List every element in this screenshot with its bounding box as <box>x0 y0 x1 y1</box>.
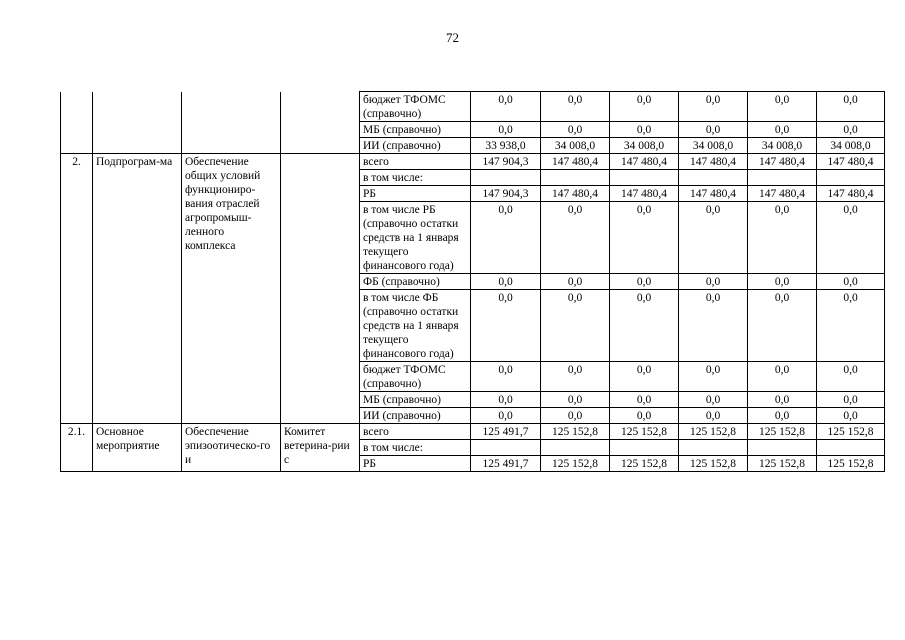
funding-source-cell: ИИ (справочно) <box>360 138 471 154</box>
row-number-cell: 2.1. <box>61 424 93 472</box>
value-cell: 147 480,4 <box>541 186 610 202</box>
row-goal-cell <box>182 92 281 154</box>
value-cell: 0,0 <box>541 392 610 408</box>
funding-source-cell: ФБ (справочно) <box>360 274 471 290</box>
value-cell: 0,0 <box>748 392 817 408</box>
value-cell: 125 152,8 <box>541 456 610 472</box>
value-cell: 0,0 <box>748 92 817 122</box>
value-cell: 0,0 <box>541 202 610 274</box>
row-name-cell: Подпрограм-ма <box>93 154 182 424</box>
value-cell: 0,0 <box>817 408 885 424</box>
value-cell: 125 491,7 <box>471 424 541 440</box>
row-executor-cell <box>281 92 360 154</box>
funding-source-cell: в том числе РБ (справочно остатки средств на 1 января текущего финансового года) <box>360 202 471 274</box>
value-cell: 125 152,8 <box>541 424 610 440</box>
table-row <box>61 92 905 122</box>
value-cell: 33 938,0 <box>471 138 541 154</box>
value-cell: 0,0 <box>541 92 610 122</box>
value-cell: 0,0 <box>471 408 541 424</box>
value-cell: 0,0 <box>471 92 541 122</box>
value-cell <box>679 440 748 456</box>
value-cell: 125 152,8 <box>748 424 817 440</box>
funding-source-cell: всего <box>360 424 471 440</box>
row-executor-cell: Комитет ветерина-рии с <box>281 424 360 472</box>
funding-source-cell: МБ (справочно) <box>360 392 471 408</box>
value-cell: 125 491,7 <box>471 456 541 472</box>
value-cell: 147 480,4 <box>679 154 748 170</box>
value-cell: 0,0 <box>748 408 817 424</box>
funding-source-cell: РБ <box>360 186 471 202</box>
funding-source-cell: в том числе ФБ (справочно остатки средств на 1 января текущего финансового года) <box>360 290 471 362</box>
value-cell: 0,0 <box>610 202 679 274</box>
value-cell: 147 480,4 <box>748 154 817 170</box>
value-cell: 0,0 <box>610 362 679 392</box>
value-cell: 147 904,3 <box>471 186 541 202</box>
value-cell <box>748 170 817 186</box>
value-cell: 0,0 <box>541 408 610 424</box>
value-cell: 0,0 <box>748 274 817 290</box>
value-cell: 0,0 <box>679 274 748 290</box>
value-cell <box>817 440 885 456</box>
budget-table <box>60 91 905 472</box>
value-cell: 0,0 <box>679 92 748 122</box>
value-cell: 0,0 <box>610 274 679 290</box>
value-cell: 0,0 <box>817 290 885 362</box>
value-cell: 0,0 <box>610 408 679 424</box>
row-name-cell: Основное мероприятие <box>93 424 182 472</box>
value-cell: 125 152,8 <box>679 424 748 440</box>
row-executor-cell <box>281 154 360 424</box>
value-cell: 34 008,0 <box>541 138 610 154</box>
value-cell: 0,0 <box>610 92 679 122</box>
value-cell: 0,0 <box>610 122 679 138</box>
value-cell: 0,0 <box>817 92 885 122</box>
funding-source-cell: в том числе: <box>360 170 471 186</box>
value-cell: 0,0 <box>817 202 885 274</box>
value-cell: 0,0 <box>471 362 541 392</box>
value-cell: 125 152,8 <box>748 456 817 472</box>
value-cell: 147 480,4 <box>610 154 679 170</box>
value-cell: 0,0 <box>610 392 679 408</box>
row-number-cell <box>61 92 93 154</box>
value-cell <box>471 170 541 186</box>
funding-source-cell: всего <box>360 154 471 170</box>
value-cell <box>471 440 541 456</box>
table-row <box>61 154 905 170</box>
row-number-cell: 2. <box>61 154 93 424</box>
value-cell <box>610 170 679 186</box>
value-cell: 0,0 <box>748 122 817 138</box>
value-cell: 125 152,8 <box>679 456 748 472</box>
value-cell: 147 480,4 <box>679 186 748 202</box>
value-cell: 0,0 <box>679 202 748 274</box>
value-cell: 147 480,4 <box>817 186 885 202</box>
value-cell: 0,0 <box>817 274 885 290</box>
table-row <box>61 424 905 440</box>
value-cell: 0,0 <box>679 290 748 362</box>
value-cell: 34 008,0 <box>679 138 748 154</box>
funding-source-cell: бюджет ТФОМС (справочно) <box>360 92 471 122</box>
value-cell: 147 480,4 <box>541 154 610 170</box>
page-number: 72 <box>446 30 459 45</box>
value-cell: 0,0 <box>541 122 610 138</box>
value-cell: 0,0 <box>817 362 885 392</box>
value-cell <box>817 170 885 186</box>
funding-source-cell: ИИ (справочно) <box>360 408 471 424</box>
value-cell <box>541 440 610 456</box>
value-cell: 0,0 <box>541 290 610 362</box>
row-goal-cell: Обеспечение общих условий функциониро-вания отраслей агропромыш-ленного комплекса <box>182 154 281 424</box>
value-cell: 0,0 <box>541 362 610 392</box>
value-cell: 147 480,4 <box>817 154 885 170</box>
value-cell: 0,0 <box>471 202 541 274</box>
value-cell: 125 152,8 <box>817 424 885 440</box>
value-cell: 0,0 <box>748 290 817 362</box>
value-cell <box>541 170 610 186</box>
funding-source-cell: МБ (справочно) <box>360 122 471 138</box>
funding-source-cell: бюджет ТФОМС (справочно) <box>360 362 471 392</box>
value-cell <box>679 170 748 186</box>
funding-source-cell: РБ <box>360 456 471 472</box>
value-cell: 0,0 <box>471 274 541 290</box>
value-cell: 0,0 <box>748 362 817 392</box>
value-cell: 0,0 <box>679 392 748 408</box>
value-cell: 0,0 <box>817 392 885 408</box>
value-cell: 125 152,8 <box>610 456 679 472</box>
value-cell: 0,0 <box>471 122 541 138</box>
funding-source-cell: в том числе: <box>360 440 471 456</box>
value-cell: 34 008,0 <box>610 138 679 154</box>
value-cell <box>610 440 679 456</box>
value-cell: 34 008,0 <box>748 138 817 154</box>
value-cell: 147 480,4 <box>748 186 817 202</box>
row-goal-cell: Обеспечение эпизоотическо-го и <box>182 424 281 472</box>
value-cell: 0,0 <box>541 274 610 290</box>
value-cell: 0,0 <box>610 290 679 362</box>
value-cell: 125 152,8 <box>610 424 679 440</box>
value-cell: 125 152,8 <box>817 456 885 472</box>
value-cell: 0,0 <box>679 122 748 138</box>
value-cell: 147 480,4 <box>610 186 679 202</box>
value-cell <box>748 440 817 456</box>
value-cell: 34 008,0 <box>817 138 885 154</box>
value-cell: 147 904,3 <box>471 154 541 170</box>
value-cell: 0,0 <box>679 362 748 392</box>
value-cell: 0,0 <box>471 392 541 408</box>
row-name-cell <box>93 92 182 154</box>
value-cell: 0,0 <box>679 408 748 424</box>
value-cell: 0,0 <box>471 290 541 362</box>
value-cell: 0,0 <box>817 122 885 138</box>
value-cell: 0,0 <box>748 202 817 274</box>
